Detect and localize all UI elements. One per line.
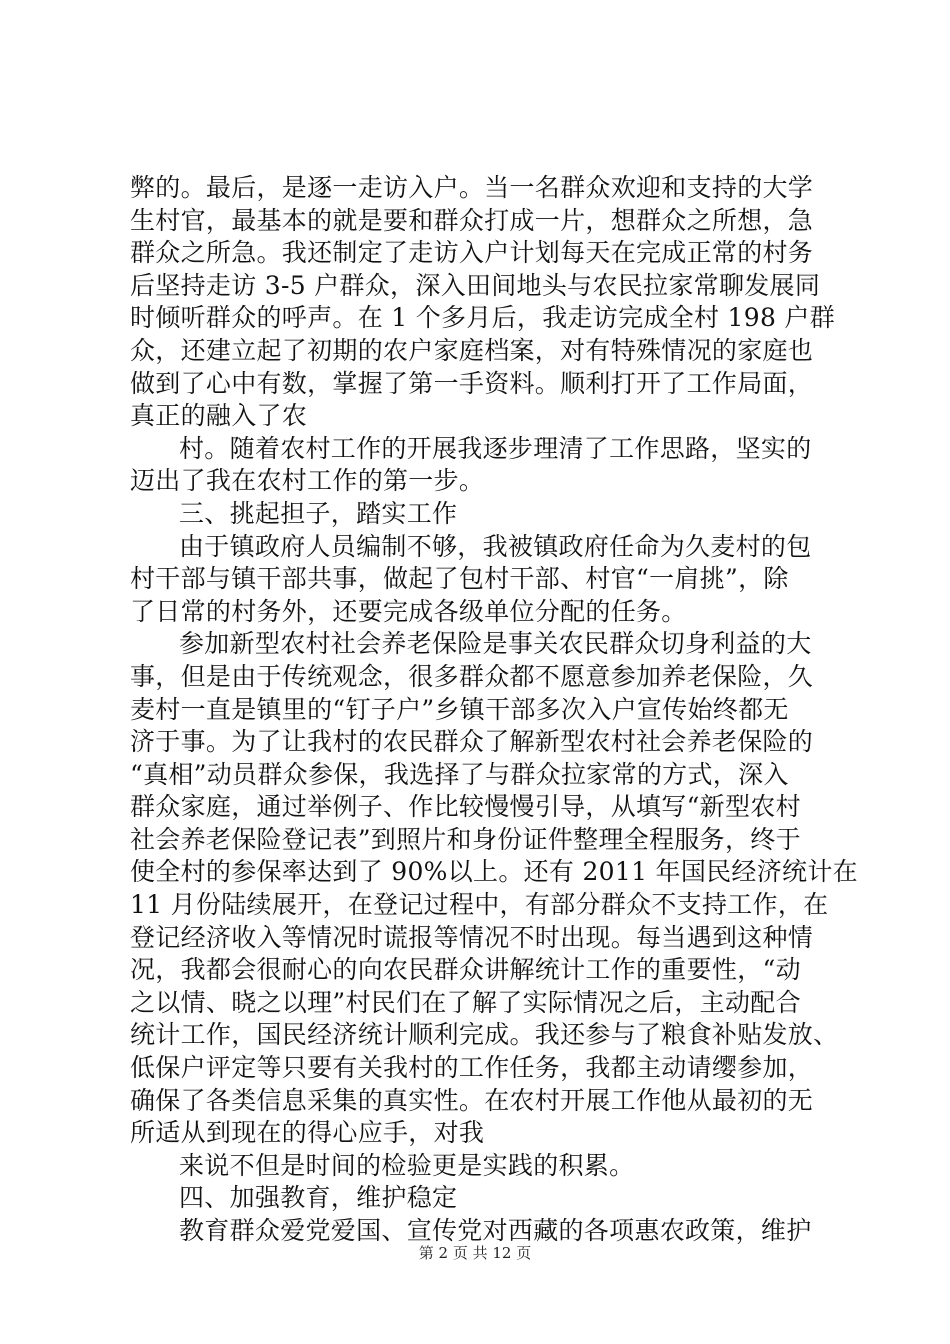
text-line: 了日常的村务外，还要完成各级单位分配的任务。 [130,596,687,626]
text-line: 由于镇政府人员编制不够，我被镇政府任命为久麦村的包 [179,531,812,561]
text-line: 社会养老保险登记表”到照片和身份证件整理全程服务，终于 [130,824,801,854]
text-line: 之以情、晓之以理”村民们在了解了实际情况之后，主动配合 [130,987,801,1017]
text-line: “真相”动员群众参保，我选择了与群众拉家常的方式，深入 [130,759,789,789]
page-number-footer: 第 2 页 共 12 页 [418,1244,532,1262]
text-line: 群众家庭，通过举例子、作比较慢慢引导，从填写“新型农村 [130,792,801,822]
text-line: 低保户评定等只要有关我村的工作任务，我都主动请缨参加， [130,1053,814,1083]
text-line: 参加新型农村社会养老保险是事关农民群众切身利益的大 [179,629,812,659]
text-line: 来说不但是时间的检验更是实践的积累。 [179,1150,635,1180]
text-line: 三、挑起担子，踏实工作 [179,498,458,528]
text-line: 统计工作，国民经济统计顺利完成。我还参与了粮食补贴发放、 [130,1020,839,1050]
text-line: 确保了各类信息采集的真实性。在农村开展工作他从最初的无 [130,1085,814,1115]
text-line: 后坚持走访 3-5 户群众，深入田间地头与农民拉家常聊发展同 [130,270,821,300]
text-line: 麦村一直是镇里的“钉子户”乡镇干部多次入户宣传始终都无 [130,694,789,724]
text-line: 迈出了我在农村工作的第一步。 [130,466,485,496]
text-line: 村干部与镇干部共事，做起了包村干部、村官“一肩挑”，除 [130,564,789,594]
text-line: 做到了心中有数，掌握了第一手资料。顺利打开了工作局面， [130,368,814,398]
text-line: 况，我都会很耐心的向农民群众讲解统计工作的重要性，“动 [130,955,801,985]
text-line: 时倾听群众的呼声。在 1 个多月后，我走访完成全村 198 户群 [130,303,836,333]
text-line: 生村官，最基本的就是要和群众打成一片，想群众之所想，急 [130,205,814,235]
text-line: 11 月份陆续展开，在登记过程中，有部分群众不支持工作，在 [130,890,829,920]
text-line: 所适从到现在的得心应手，对我 [130,1118,485,1148]
text-line: 登记经济收入等情况时谎报等情况不时出现。每当遇到这种情 [130,922,814,952]
text-line: 四、加强教育，维护稳定 [179,1183,458,1213]
text-line: 群众之所急。我还制定了走访入户计划每天在完成正常的村务 [130,238,814,268]
text-line: 教育群众爱党爱国、宣传党对西藏的各项惠农政策，维护 [179,1216,812,1245]
text-line: 村。随着农村工作的开展我逐步理清了工作思路，坚实的 [179,433,812,463]
text-line: 使全村的参保率达到了 90%以上。还有 2011 年国民经济统计在 [130,857,858,887]
text-line: 真正的融入了农 [130,401,308,431]
document-body [130,172,858,1248]
text-line: 弊的。最后，是逐一走访入户。当一名群众欢迎和支持的大学 [130,173,814,202]
text-line: 济于事。为了让我村的农民群众了解新型农村社会养老保险的 [130,727,814,757]
text-line: 众，还建立起了初期的农户家庭档案，对有特殊情况的家庭也 [130,335,814,365]
text-line: 事，但是由于传统观念，很多群众都不愿意参加养老保险，久 [130,661,814,691]
